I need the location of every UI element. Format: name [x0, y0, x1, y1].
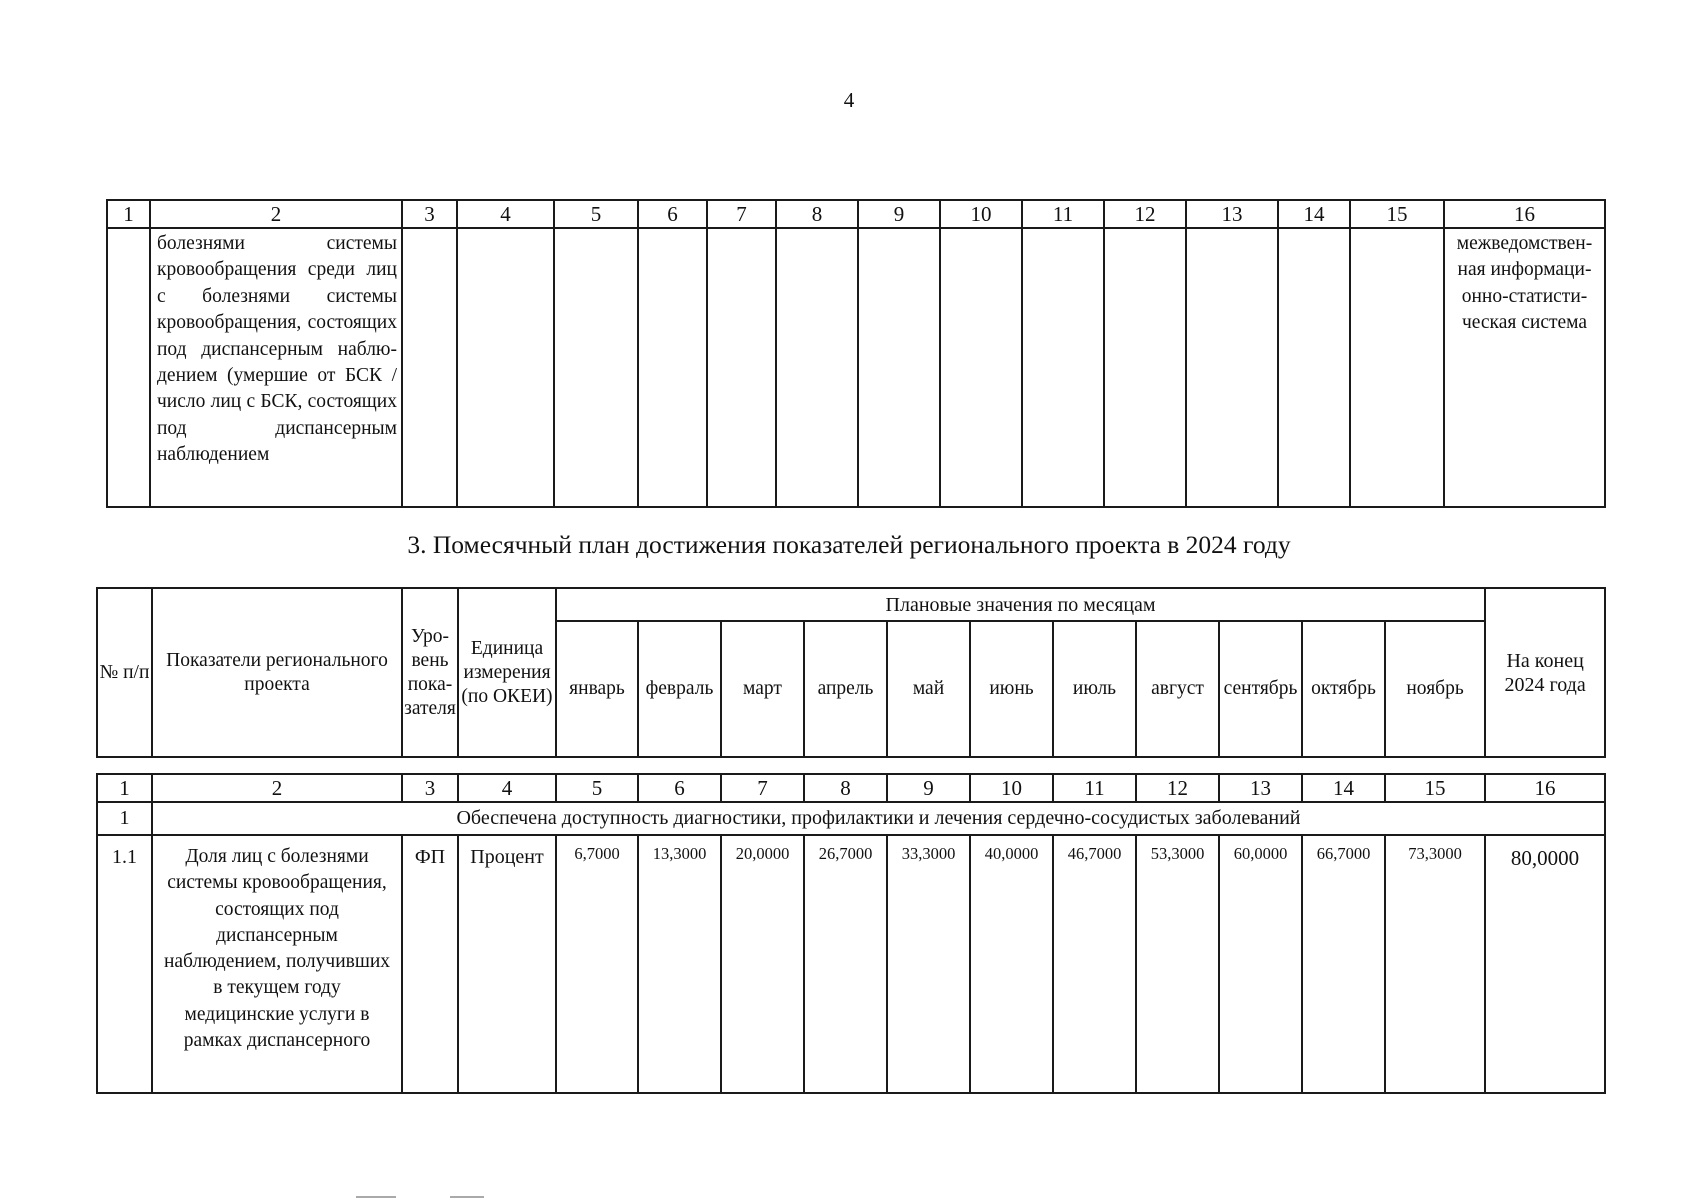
data-source-text: межведомственная информационно-статистическая система: [1444, 228, 1605, 507]
cell-empty: [776, 228, 858, 507]
col-num: 16: [1485, 774, 1605, 802]
cell-empty: [707, 228, 776, 507]
col-num: 8: [804, 774, 887, 802]
col-num: 1: [107, 200, 150, 228]
col-num: 5: [554, 200, 638, 228]
cell-empty: [457, 228, 554, 507]
col-num: 14: [1278, 200, 1350, 228]
col-num: 6: [638, 200, 707, 228]
col-num: 12: [1104, 200, 1186, 228]
col-num: 11: [1022, 200, 1104, 228]
col-num: 13: [1186, 200, 1278, 228]
row-month-value: 66,7000: [1302, 835, 1385, 1093]
indicator-text-cont: болезнями системы кровообращения среди лиц с болезнями системы кровообращения, состоящих под диспансерным наблюдением (умершие от БСК / число лиц с БСК, состоящих под диспансерным наблюдением: [150, 228, 402, 507]
col-num: 3: [402, 774, 458, 802]
page-number: 4: [843, 88, 855, 112]
plan-body-table: [96, 773, 1606, 1094]
col-num: 2: [150, 200, 402, 228]
header-month: октябрь: [1302, 621, 1385, 757]
cell-empty: [638, 228, 707, 507]
col-num: 9: [858, 200, 940, 228]
header-month: июнь: [970, 621, 1053, 757]
col-num: 10: [940, 200, 1022, 228]
column-number-row: [97, 774, 1605, 802]
row-month-value: 26,7000: [804, 835, 887, 1093]
cell-empty: [1186, 228, 1278, 507]
row-month-value: 53,3000: [1136, 835, 1219, 1093]
header-month: февраль: [638, 621, 721, 757]
cell-empty: [1350, 228, 1444, 507]
col-num: 14: [1302, 774, 1385, 802]
col-num: 7: [721, 774, 804, 802]
col-num: 2: [152, 774, 402, 802]
cell-empty: [1022, 228, 1104, 507]
scan-artifact: [356, 1196, 396, 1198]
cell-empty: [402, 228, 457, 507]
header-unit: Единица измерения (по ОКЕИ): [458, 588, 556, 757]
col-num: 9: [887, 774, 970, 802]
row-num: 1.1: [97, 835, 152, 1093]
row-unit: Процент: [458, 835, 556, 1093]
col-num: 5: [556, 774, 638, 802]
scan-artifact: [450, 1196, 484, 1198]
goal-num: 1: [97, 802, 152, 835]
cell-empty: [940, 228, 1022, 507]
header-month: сентябрь: [1219, 621, 1302, 757]
goal-text: Обеспечена доступность диагностики, профилактики и лечения сердечно-сосудистых заболеваний: [152, 802, 1605, 835]
plan-header-table: [96, 587, 1606, 758]
col-num: 15: [1385, 774, 1485, 802]
col-num: 10: [970, 774, 1053, 802]
header-end-of-year: На конец 2024 года: [1485, 588, 1605, 757]
header-indicator: Показатели регионального проекта: [152, 588, 402, 757]
header-month: март: [721, 621, 804, 757]
col-num: 7: [707, 200, 776, 228]
row-month-value: 73,3000: [1385, 835, 1485, 1093]
header-num: № п/п: [97, 588, 152, 757]
col-num: 13: [1219, 774, 1302, 802]
header-month: июль: [1053, 621, 1136, 757]
row-month-value: 33,3000: [887, 835, 970, 1093]
column-number-row: [107, 200, 1605, 228]
cell-empty: [554, 228, 638, 507]
header-month: май: [887, 621, 970, 757]
header-level: Уровень показателя: [402, 588, 458, 757]
goal-row: [97, 802, 1605, 835]
continuation-table: [106, 199, 1606, 508]
section-title: 3. Помесячный план достижения показателей регионального проекта в 2024 году: [407, 530, 1291, 559]
col-num: 15: [1350, 200, 1444, 228]
cell-empty: [858, 228, 940, 507]
header-month: апрель: [804, 621, 887, 757]
row-month-value: 6,7000: [556, 835, 638, 1093]
row-month-value: 40,0000: [970, 835, 1053, 1093]
row-month-value: 46,7000: [1053, 835, 1136, 1093]
header-month: ноябрь: [1385, 621, 1485, 757]
header-month: январь: [556, 621, 638, 757]
header-monthly-group: Плановые значения по месяцам: [556, 588, 1485, 621]
col-num: 11: [1053, 774, 1136, 802]
col-num: 4: [457, 200, 554, 228]
cell-empty: [107, 228, 150, 507]
row-month-value: 60,0000: [1219, 835, 1302, 1093]
col-num: 4: [458, 774, 556, 802]
header-month: август: [1136, 621, 1219, 757]
table-row: [97, 835, 1605, 1093]
col-num: 3: [402, 200, 457, 228]
col-num: 1: [97, 774, 152, 802]
row-end-value: 80,0000: [1485, 835, 1605, 1093]
col-num: 12: [1136, 774, 1219, 802]
row-indicator: Доля лиц с болезнями системы кровообращения, состоящих под диспансерным наблюдением, получивших в текущем году медицинские услуги в рамках диспансерного: [152, 835, 402, 1093]
row-level: ФП: [402, 835, 458, 1093]
col-num: 16: [1444, 200, 1605, 228]
row-month-value: 20,0000: [721, 835, 804, 1093]
cell-empty: [1104, 228, 1186, 507]
row-month-value: 13,3000: [638, 835, 721, 1093]
continuation-row: [107, 228, 1605, 507]
col-num: 8: [776, 200, 858, 228]
cell-empty: [1278, 228, 1350, 507]
col-num: 6: [638, 774, 721, 802]
